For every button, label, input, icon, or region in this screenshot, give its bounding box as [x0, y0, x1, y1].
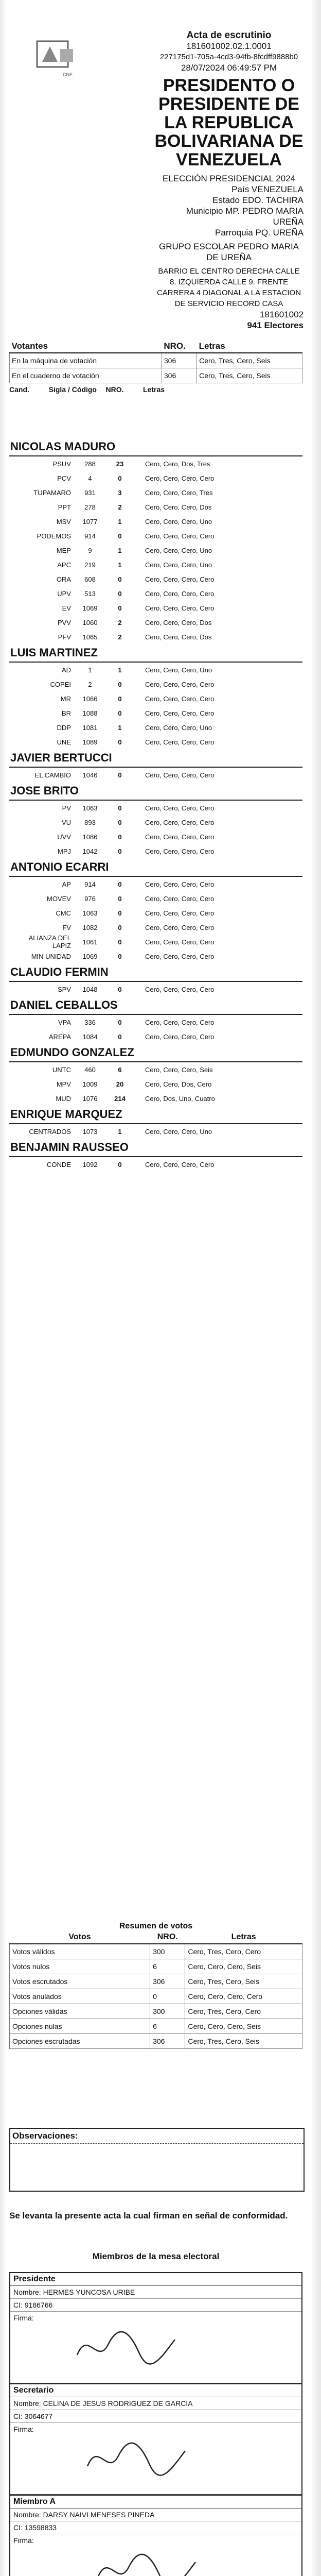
party-row: [9, 471, 302, 485]
party-votes: 0: [118, 709, 122, 717]
party-code: 1069: [82, 952, 98, 960]
party-votes-letters: Cero, Cero, Cero, Cero: [145, 771, 215, 779]
svg-text:CNE: CNE: [63, 72, 73, 77]
party-acronym: SPV: [57, 985, 71, 993]
party-acronym: DDP: [57, 723, 71, 732]
party-code: 4: [88, 474, 92, 482]
member-box: [9, 2383, 302, 2495]
firma-label: Firma:: [13, 2425, 34, 2433]
party-votes-letters: Cero, Cero, Dos, Tres: [145, 460, 210, 468]
party-code: 1073: [82, 1127, 98, 1136]
party-acronym: VU: [61, 818, 71, 826]
member-ci: CI: 13598833: [10, 2521, 301, 2534]
party-votes: 1: [118, 1127, 122, 1136]
member-name: Nombre: CELINA DE JESUS RODRIGUEZ DE GARCIA: [10, 2397, 301, 2410]
party-code: 1081: [82, 723, 98, 732]
party-row: [9, 949, 302, 963]
party-acronym: PSUV: [52, 460, 71, 468]
party-votes: 1: [118, 723, 122, 732]
resumen-section: [9, 1922, 302, 2049]
table-row: Votos escrutados 306 Cero, Tres, Cero, Seis: [10, 1974, 302, 1989]
party-votes-letters: Cero, Cero, Cero, Cero: [145, 680, 215, 688]
party-acronym: BR: [61, 709, 71, 717]
member-ci: CI: 3064677: [10, 2410, 301, 2423]
member-name: Nombre: HERMES YUNCOSA URIBE: [10, 2286, 301, 2299]
party-row: [9, 801, 302, 815]
party-votes: 2: [118, 503, 122, 511]
member-box: [9, 2495, 302, 2576]
party-row: [9, 500, 302, 514]
party-row: [9, 663, 302, 677]
party-row: [9, 1124, 302, 1139]
party-code: 914: [84, 880, 96, 888]
candidate-name: LUIS MARTINEZ: [9, 644, 302, 663]
candidate-name: ANTONIO ECARRI: [9, 858, 302, 877]
members-title: Miembros de la mesa electoral: [92, 2251, 220, 2261]
table-row: Opciones válidas 300 Cero, Tres, Cero, Cero: [10, 2004, 302, 2019]
candidate-name: ENRIQUE MARQUEZ: [9, 1106, 302, 1124]
party-votes: 0: [118, 847, 122, 855]
party-votes-letters: Cero, Cero, Cero, Seis: [145, 1065, 213, 1074]
party-acronym: TUPAMARO: [33, 488, 71, 497]
acta-header: [154, 30, 304, 331]
party-acronym: PODEMOS: [37, 532, 71, 540]
party-row: [9, 557, 302, 572]
letras-header: Letras: [197, 340, 302, 353]
party-row: [9, 456, 302, 471]
party-votes: 2: [118, 618, 122, 626]
estado: Estado EDO. TACHIRA: [212, 195, 304, 205]
party-code: 1069: [82, 604, 98, 612]
party-code: 1092: [82, 1160, 98, 1168]
party-votes-letters: Cero, Cero, Cero, Cero: [145, 474, 215, 482]
pais: País VENEZUELA: [231, 184, 304, 194]
party-votes-letters: Cero, Cero, Cero, Cero: [145, 952, 215, 960]
party-code: 513: [84, 589, 96, 598]
party-code: 1063: [82, 804, 98, 812]
electores: 941 Electores: [247, 320, 304, 330]
resumen-title: Resumen de votos: [119, 1922, 193, 1930]
observaciones-label: Observaciones:: [10, 2129, 304, 2144]
party-acronym: PPT: [58, 503, 71, 511]
party-code: 278: [84, 503, 96, 511]
party-acronym: PFV: [58, 633, 71, 641]
party-acronym: AP: [62, 880, 71, 888]
party-votes-letters: Cero, Cero, Cero, Cero: [145, 923, 215, 931]
party-votes: 0: [118, 833, 122, 841]
party-votes: 0: [118, 771, 122, 779]
party-acronym: UNE: [57, 738, 71, 746]
party-code: 1066: [82, 694, 98, 703]
party-code: 1086: [82, 833, 98, 841]
party-votes-letters: Cero, Cero, Cero, Uno: [145, 561, 212, 569]
party-votes: 0: [118, 985, 122, 993]
party-code: 976: [84, 894, 96, 903]
party-code: 1065: [82, 633, 98, 641]
party-votes: 0: [118, 694, 122, 703]
party-votes: 0: [118, 804, 122, 812]
party-votes: 0: [118, 532, 122, 540]
table-row: En la máquina de votación 306 Cero, Tres, Cero, Seis: [10, 353, 302, 368]
party-votes: 0: [118, 589, 122, 598]
party-votes: 0: [118, 894, 122, 903]
party-code: 1082: [82, 923, 98, 931]
party-votes: 0: [118, 575, 122, 583]
party-row: [9, 543, 302, 557]
conformity-note: Se levanta la presente acta la cual firman en señal de conformidad.: [9, 2211, 288, 2221]
party-code: 1: [88, 666, 92, 674]
party-acronym: ALIANZA DEL LAPIZ: [28, 934, 71, 950]
member-role: Miembro A: [10, 2496, 301, 2509]
party-votes-letters: Cero, Cero, Cero, Cero: [145, 894, 215, 903]
party-row: [9, 1062, 302, 1077]
member-signature: [10, 2423, 301, 2495]
party-row: [9, 891, 302, 906]
party-code: 288: [84, 460, 96, 468]
party-row: [9, 1077, 302, 1091]
party-votes-letters: Cero, Cero, Cero, Cero: [145, 985, 215, 993]
signature-scribble-icon: [82, 2435, 195, 2482]
candidate-name: NICOLAS MADURO: [9, 438, 302, 456]
party-acronym: EV: [62, 604, 71, 612]
party-votes: 0: [118, 923, 122, 931]
candidate-name: JOSE BRITO: [9, 782, 302, 801]
party-code: 460: [84, 1065, 96, 1074]
party-votes-letters: Cero, Cero, Cero, Uno: [145, 723, 212, 732]
acta-id: 181601002.02.1.0001: [186, 41, 272, 51]
candidate-col-headers: Cand. Sigla / Código NRO. Letras: [9, 385, 165, 394]
party-code: 1088: [82, 709, 98, 717]
party-votes: 0: [118, 938, 122, 946]
party-votes-letters: Cero, Dos, Uno, Cuatro: [145, 1094, 215, 1103]
party-acronym: MIN UNIDAD: [31, 952, 71, 960]
cne-logo-icon: [32, 36, 94, 79]
municipio: Municipio MP. PEDRO MARIA UREÑA: [186, 206, 304, 227]
party-votes: 1: [118, 546, 122, 554]
party-row: [9, 1091, 302, 1106]
party-votes: 0: [118, 1018, 122, 1026]
acta-datetime: 28/07/2024 06:49:57 PM: [181, 63, 277, 73]
party-votes-letters: Cero, Cero, Cero, Cero: [145, 804, 215, 812]
party-votes: 20: [116, 1080, 124, 1088]
party-row: [9, 572, 302, 586]
party-code: 1076: [82, 1094, 98, 1103]
party-row: [9, 1029, 302, 1044]
resumen-header-nro: NRO.: [150, 1931, 185, 1944]
party-votes-letters: Cero, Cero, Cero, Uno: [145, 666, 212, 674]
party-acronym: COPEI: [50, 680, 71, 688]
party-votes-letters: Cero, Cero, Cero, Cero: [145, 847, 215, 855]
party-acronym: PCV: [57, 474, 71, 482]
party-code: 1009: [82, 1080, 98, 1088]
party-row: [9, 877, 302, 891]
party-row: [9, 691, 302, 706]
party-votes: 214: [114, 1094, 126, 1103]
party-votes: 6: [118, 1065, 122, 1074]
party-acronym: MEP: [56, 546, 71, 554]
party-votes-letters: Cero, Cero, Cero, Cero: [145, 909, 215, 917]
nro-header: NRO.: [162, 340, 197, 353]
party-votes-letters: Cero, Cero, Cero, Cero: [145, 1032, 215, 1041]
election-name: ELECCIÓN PRESIDENCIAL 2024: [162, 174, 296, 183]
party-row: [9, 906, 302, 920]
party-code: 1089: [82, 738, 98, 746]
party-votes: 0: [118, 680, 122, 688]
party-row: [9, 485, 302, 500]
party-code: 1060: [82, 618, 98, 626]
party-votes-letters: Cero, Cero, Dos, Cero: [145, 1080, 212, 1088]
party-code: 1048: [82, 985, 98, 993]
firma-label: Firma:: [13, 2314, 34, 2322]
party-row: [9, 844, 302, 858]
party-votes: 1: [118, 517, 122, 526]
party-acronym: UNTC: [52, 1065, 71, 1074]
member-signature: [10, 2534, 301, 2576]
member-ci: CI: 9186766: [10, 2299, 301, 2312]
grupo: GRUPO ESCOLAR PEDRO MARIA DE UREÑA: [158, 242, 299, 262]
party-votes-letters: Cero, Cero, Cero, Cero: [145, 818, 215, 826]
party-acronym: PVV: [57, 618, 71, 626]
votantes-table: [9, 340, 302, 383]
party-row: [9, 982, 302, 996]
party-votes-letters: Cero, Cero, Cero, Cero: [145, 738, 215, 746]
party-row: [9, 1015, 302, 1029]
candidate-name: BENJAMIN RAUSSEO: [9, 1139, 302, 1157]
party-row: [9, 514, 302, 529]
party-votes: 1: [118, 561, 122, 569]
party-row: [9, 529, 302, 543]
party-row: [9, 815, 302, 829]
party-code: 1084: [82, 1032, 98, 1041]
center-code: 181601002: [259, 310, 304, 319]
party-acronym: PV: [62, 804, 71, 812]
member-role: Presidente: [10, 2273, 301, 2286]
party-acronym: CENTRADOS: [29, 1127, 71, 1136]
party-acronym: MR: [60, 694, 71, 703]
firma-label: Firma:: [13, 2536, 34, 2545]
resumen-header-letras: Letras: [185, 1931, 302, 1944]
votantes-header: Votantes: [10, 340, 162, 353]
party-acronym: APC: [57, 561, 71, 569]
party-votes: 0: [118, 818, 122, 826]
acta-code: 227175d1-705a-4cd3-94fb-8fcdff9888b0: [159, 53, 298, 61]
party-row: [9, 829, 302, 844]
party-votes-letters: Cero, Cero, Cero, Dos: [145, 503, 212, 511]
candidate-name: DANIEL CEBALLOS: [9, 996, 302, 1015]
party-votes: 23: [116, 460, 124, 468]
party-acronym: ORA: [56, 575, 71, 583]
table-row: Votos nulos 6 Cero, Cero, Cero, Seis: [10, 1959, 302, 1974]
party-code: 219: [84, 561, 96, 569]
party-votes: 0: [118, 604, 122, 612]
table-row: Opciones escrutadas 306 Cero, Tres, Cero, Seis: [10, 2034, 302, 2049]
election-title: PRESIDENTO O PRESIDENTE DE LA REPUBLICA BOLIVARIANA DE VENEZUELA: [154, 76, 304, 170]
member-signature: [10, 2312, 301, 2383]
party-acronym: VPA: [58, 1018, 71, 1026]
party-votes-letters: Cero, Cero, Cero, Cero: [145, 589, 215, 598]
parroquia: Parroquia PQ. UREÑA: [215, 228, 304, 238]
party-acronym: MPJ: [58, 847, 71, 855]
party-acronym: MUD: [56, 1094, 71, 1103]
members-list: [9, 2272, 302, 2576]
party-code: 2: [88, 680, 92, 688]
party-votes-letters: Cero, Cero, Cero, Dos: [145, 618, 212, 626]
party-votes-letters: Cero, Cero, Cero, Cero: [145, 938, 215, 946]
party-votes-letters: Cero, Cero, Cero, Cero: [145, 694, 215, 703]
party-acronym: MSV: [56, 517, 71, 526]
candidates-list: [9, 438, 302, 1172]
party-acronym: AREPA: [48, 1032, 71, 1041]
party-acronym: AD: [61, 666, 71, 674]
candidate-name: JAVIER BERTUCCI: [9, 749, 302, 768]
party-row: [9, 630, 302, 644]
signature-scribble-icon: [72, 2324, 185, 2370]
party-acronym: EL CAMBIO: [34, 771, 71, 779]
party-votes: 0: [118, 474, 122, 482]
party-votes: 0: [118, 909, 122, 917]
party-acronym: MPV: [56, 1080, 71, 1088]
party-acronym: CMC: [56, 909, 71, 917]
party-votes-letters: Cero, Cero, Cero, Uno: [145, 1127, 212, 1136]
party-row: [9, 1157, 302, 1172]
party-row: [9, 935, 302, 949]
party-votes-letters: Cero, Cero, Cero, Cero: [145, 575, 215, 583]
party-votes-letters: Cero, Cero, Cero, Tres: [145, 488, 213, 497]
party-votes-letters: Cero, Cero, Cero, Cero: [145, 1160, 215, 1168]
party-votes: 1: [118, 666, 122, 674]
member-name: Nombre: DARSY NAIVI MENESES PINEDA: [10, 2509, 301, 2521]
votantes-section: [9, 340, 302, 396]
party-row: [9, 920, 302, 935]
party-row: [9, 720, 302, 735]
address: BARRIO EL CENTRO DERECHA CALLE 8. IZQUIERDA CALLE 9. FRENTE CARRERA 4 DIAGONAL A LA ESTACION DE SERVICIO RECORD CASA: [156, 267, 301, 308]
party-row: [9, 768, 302, 782]
resumen-header-votos: Votos: [10, 1931, 150, 1944]
party-votes: 3: [118, 488, 122, 497]
party-votes: 2: [118, 633, 122, 641]
table-row: Votos válidos 300 Cero, Tres, Cero, Cero: [10, 1944, 302, 1959]
party-acronym: UPV: [57, 589, 71, 598]
observaciones-box: [9, 2128, 305, 2192]
party-row: [9, 601, 302, 615]
party-votes-letters: Cero, Cero, Cero, Cero: [145, 1018, 215, 1026]
party-code: 1061: [82, 938, 98, 946]
party-acronym: UVV: [57, 833, 71, 841]
candidate-name: CLAUDIO FERMIN: [9, 963, 302, 982]
member-role: Secretario: [10, 2384, 301, 2397]
party-row: [9, 586, 302, 601]
party-code: 1063: [82, 909, 98, 917]
acta-title: Acta de escrutinio: [186, 30, 272, 41]
party-code: 1046: [82, 771, 98, 779]
party-code: 1077: [82, 517, 98, 526]
party-code: 608: [84, 575, 96, 583]
party-code: 1042: [82, 847, 98, 855]
party-row: [9, 677, 302, 691]
party-code: 336: [84, 1018, 96, 1026]
party-votes-letters: Cero, Cero, Cero, Cero: [145, 709, 215, 717]
party-votes-letters: Cero, Cero, Cero, Uno: [145, 546, 212, 554]
party-votes: 0: [118, 1160, 122, 1168]
party-votes: 0: [118, 952, 122, 960]
party-votes-letters: Cero, Cero, Cero, Cero: [145, 833, 215, 841]
table-row: En el cuaderno de votación 306 Cero, Tres, Cero, Seis: [10, 368, 302, 383]
party-votes-letters: Cero, Cero, Cero, Uno: [145, 517, 212, 526]
party-votes-letters: Cero, Cero, Cero, Cero: [145, 532, 215, 540]
member-box: [9, 2272, 302, 2383]
party-row: [9, 706, 302, 720]
signature-scribble-icon: [93, 2547, 206, 2576]
party-votes-letters: Cero, Cero, Cero, Cero: [145, 880, 215, 888]
party-votes: 0: [118, 880, 122, 888]
party-code: 893: [84, 818, 96, 826]
party-acronym: FV: [62, 923, 71, 931]
party-row: [9, 735, 302, 749]
party-votes: 0: [118, 738, 122, 746]
resumen-table: [9, 1931, 302, 2049]
party-votes-letters: Cero, Cero, Cero, Cero: [145, 604, 215, 612]
party-row: [9, 615, 302, 630]
party-acronym: CONDE: [47, 1160, 71, 1168]
table-row: Votos anulados 0 Cero, Cero, Cero, Cero: [10, 1989, 302, 2004]
party-code: 931: [84, 488, 96, 497]
party-acronym: MOVEV: [47, 894, 71, 903]
table-row: Opciones nulas 6 Cero, Cero, Cero, Seis: [10, 2019, 302, 2034]
party-votes: 0: [118, 1032, 122, 1041]
party-code: 9: [88, 546, 92, 554]
candidate-name: EDMUNDO GONZALEZ: [9, 1044, 302, 1062]
party-votes-letters: Cero, Cero, Cero, Dos: [145, 633, 212, 641]
party-code: 914: [84, 532, 96, 540]
